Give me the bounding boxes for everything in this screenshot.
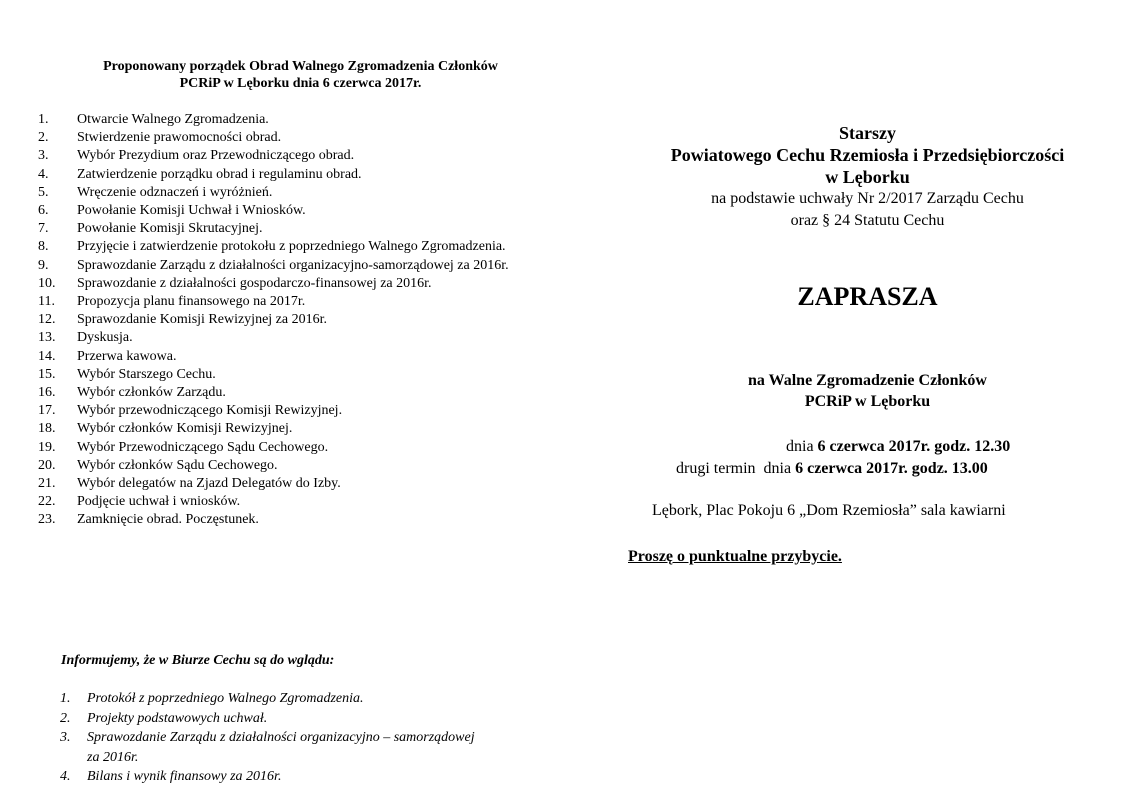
agenda-item-number: 8.	[38, 239, 49, 255]
legal-basis	[600, 188, 1122, 232]
org-line1: Starszy	[839, 123, 896, 143]
agenda-item	[38, 293, 558, 311]
agenda-item-number: 5.	[38, 184, 49, 200]
info-item-text: Bilans i wynik finansowy za 2016r.	[87, 769, 282, 784]
invitation-section	[600, 122, 1122, 566]
info-item	[60, 728, 480, 767]
agenda-item-text: Wybór członków Sądu Cechowego.	[77, 457, 278, 473]
agenda-title-line1: Proponowany porządek Obrad Walnego Zgromadzenia Członków	[103, 59, 498, 74]
meeting-title	[600, 370, 1122, 412]
agenda-item	[38, 384, 558, 402]
agenda-item	[38, 202, 558, 220]
agenda-item-number: 15.	[38, 366, 56, 382]
info-item-number: 4.	[60, 769, 71, 784]
agenda-item-number: 3.	[38, 148, 49, 164]
agenda-item	[38, 275, 558, 293]
agenda-item-text: Wybór delegatów na Zjazd Delegatów do Izby.	[77, 476, 341, 492]
agenda-item-number: 4.	[38, 166, 49, 182]
agenda-item	[38, 511, 558, 529]
meeting-place: Lębork, Plac Pokoju 6 „Dom Rzemiosła” sala kawiarni	[652, 502, 1006, 519]
agenda-title-line2: PCRiP w Lęborku dnia 6 czerwca 2017r.	[179, 76, 422, 91]
info-item	[60, 709, 480, 729]
agenda-item	[38, 493, 558, 511]
agenda-item	[38, 348, 558, 366]
agenda-item	[38, 166, 558, 184]
agenda-item-text: Wybór Prezydium oraz Przewodniczącego obrad.	[77, 148, 355, 164]
agenda-item-number: 22.	[38, 494, 56, 510]
date2-value: 6 czerwca 2017r. godz. 13.00	[795, 460, 988, 477]
agenda-list	[38, 111, 558, 530]
agenda-item-text: Zatwierdzenie porządku obrad i regulaminu obrad.	[77, 166, 362, 182]
agenda-item-text: Powołanie Komisji Skrutacyjnej.	[77, 221, 263, 237]
agenda-item-number: 18.	[38, 421, 56, 437]
basis-line1: na podstawie uchwały Nr 2/2017 Zarządu Cechu	[711, 190, 1024, 207]
agenda-item-text: Stwierdzenie prawomocności obrad.	[77, 130, 282, 146]
agenda-item-text: Wybór członków Komisji Rewizyjnej.	[77, 421, 293, 437]
agenda-item-number: 23.	[38, 512, 56, 528]
agenda-item-text: Wybór członków Zarządu.	[77, 385, 226, 401]
info-item-text: Protokół z poprzedniego Walnego Zgromadzenia.	[87, 691, 364, 706]
agenda-item-text: Propozycja planu finansowego na 2017r.	[77, 294, 306, 310]
basis-line2: oraz § 24 Statutu Cechu	[790, 212, 945, 229]
agenda-item-number: 7.	[38, 221, 49, 237]
agenda-item-text: Sprawozdanie z działalności gospodarczo-finansowej za 2016r.	[77, 275, 432, 291]
agenda-section	[38, 58, 558, 530]
agenda-item	[38, 439, 558, 457]
agenda-item	[38, 311, 558, 329]
date2-label: drugi termin	[676, 460, 756, 477]
agenda-item-text: Podjęcie uchwał i wniosków.	[77, 494, 241, 510]
agenda-item-text: Wręczenie odznaczeń i wyróżnień.	[77, 184, 273, 200]
agenda-item-number: 11.	[38, 294, 55, 310]
agenda-item	[38, 475, 558, 493]
info-item-number: 1.	[60, 691, 71, 706]
organization-name	[600, 122, 1122, 188]
agenda-item-number: 12.	[38, 312, 56, 328]
org-line2: Powiatowego Cechu Rzemiosła i Przedsiębiorczości	[670, 145, 1065, 165]
info-item-text: Projekty podstawowych uchwał.	[87, 710, 268, 726]
agenda-item	[38, 184, 558, 202]
agenda-item-number: 1.	[38, 112, 49, 127]
punctuality-note: Proszę o punktualne przybycie.	[628, 548, 842, 565]
agenda-item-text: Przyjęcie i zatwierdzenie protokołu z poprzedniego Walnego Zgromadzenia.	[77, 239, 506, 255]
agenda-item-text: Sprawozdanie Zarządu z działalności organizacyjno-samorządowej za 2016r.	[77, 257, 509, 273]
agenda-item-number: 17.	[38, 403, 56, 419]
agenda-item-number: 16.	[38, 385, 56, 401]
agenda-item-text: Przerwa kawowa.	[77, 348, 177, 364]
agenda-item	[38, 366, 558, 384]
date-row-second	[600, 458, 1122, 480]
agenda-item	[38, 220, 558, 238]
agenda-item	[38, 329, 558, 347]
date2-prefix: dnia	[763, 460, 792, 477]
info-item-number: 3.	[60, 730, 71, 745]
agenda-item	[38, 402, 558, 420]
info-item	[60, 689, 480, 709]
agenda-item-number: 21.	[38, 476, 56, 492]
date-row-first	[600, 436, 1122, 458]
info-list	[60, 689, 480, 787]
date1-value: 6 czerwca 2017r. godz. 12.30	[817, 438, 1011, 455]
agenda-item	[38, 111, 558, 129]
agenda-item	[38, 257, 558, 275]
agenda-item	[38, 457, 558, 475]
agenda-item-text: Wybór Przewodniczącego Sądu Cechowego.	[77, 439, 329, 455]
agenda-title	[38, 58, 563, 92]
meeting-line1: na Walne Zgromadzenie Członków	[748, 372, 987, 389]
agenda-item-number: 19.	[38, 439, 56, 455]
agenda-item-text: Powołanie Komisji Uchwał i Wniosków.	[77, 203, 306, 219]
agenda-item-text: Zamknięcie obrad. Poczęstunek.	[77, 512, 259, 528]
headline: ZAPRASZA	[797, 282, 938, 311]
agenda-item-number: 14.	[38, 348, 56, 364]
date1-prefix: dnia	[786, 438, 814, 455]
meeting-line2: PCRiP w Lęborku	[804, 393, 931, 410]
agenda-item-number: 9.	[38, 257, 49, 273]
info-item-text: Sprawozdanie Zarządu z działalności organizacyjno – samorządowej za 2016r.	[87, 730, 475, 765]
org-line3: w Lęborku	[825, 167, 910, 187]
agenda-item-text: Otwarcie Walnego Zgromadzenia.	[77, 112, 269, 127]
info-title: Informujemy, że w Biurze Cechu są do wglądu:	[61, 653, 335, 668]
meeting-dates	[600, 436, 1122, 480]
agenda-item-text: Dyskusja.	[77, 330, 133, 346]
agenda-item-number: 2.	[38, 130, 49, 146]
info-item-number: 2.	[60, 710, 71, 726]
agenda-item	[38, 238, 558, 256]
agenda-item-text: Wybór przewodniczącego Komisji Rewizyjnej.	[77, 403, 343, 419]
agenda-item-number: 13.	[38, 330, 56, 346]
agenda-item-number: 20.	[38, 457, 56, 473]
agenda-item	[38, 420, 558, 438]
agenda-item	[38, 147, 558, 165]
info-item	[60, 767, 480, 787]
agenda-item	[38, 129, 558, 147]
agenda-item-text: Wybór Starszego Cechu.	[77, 366, 216, 382]
agenda-item-number: 6.	[38, 203, 49, 219]
agenda-item-number: 10.	[38, 275, 56, 291]
agenda-item-text: Sprawozdanie Komisji Rewizyjnej za 2016r.	[77, 312, 327, 328]
